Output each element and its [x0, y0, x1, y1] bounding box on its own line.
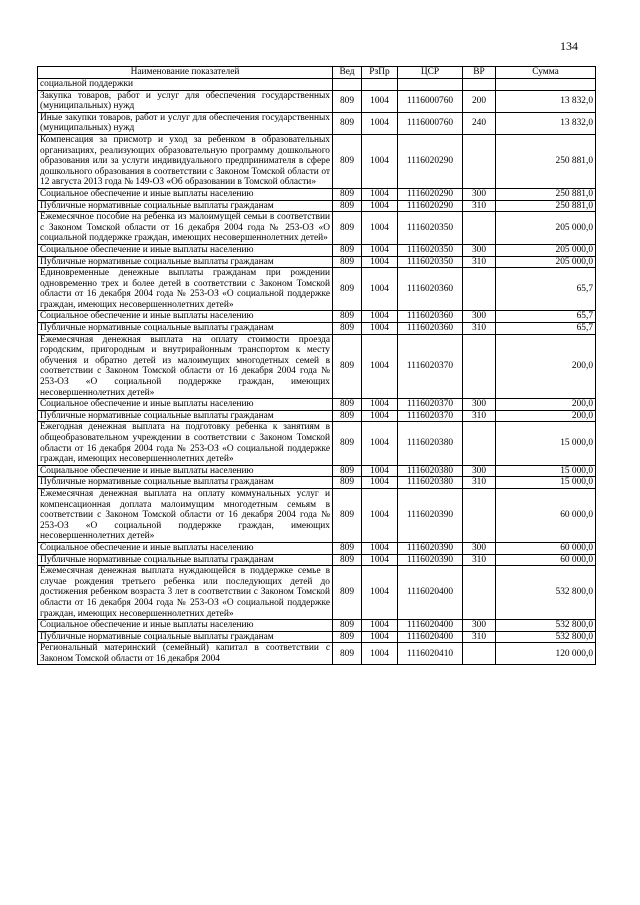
cell-vr [463, 334, 496, 399]
cell-csr: 1116020380 [398, 477, 463, 489]
cell-csr: 1116020400 [398, 631, 463, 643]
header-ved: Вед [333, 67, 362, 79]
table-row [38, 399, 596, 411]
cell-name: Компенсация за присмотр и уход за ребенком в образовательных организациях, реализующих образовательную программу дошкольного образования или за услуги индивидуального предпринимателя в сфере дошкольного образования в соответствии с Законом Томской области от 12 августа 2013 года № 149-ОЗ «Об образовании в Томской области» [38, 134, 333, 188]
cell-vr [463, 212, 496, 245]
cell-name: социальной поддержки [38, 79, 333, 91]
cell-rzpr: 1004 [362, 112, 398, 134]
cell-name: Публичные нормативные социальные выплаты гражданам [38, 200, 333, 212]
cell-sum: 532 800,0 [496, 620, 596, 632]
table-row [38, 311, 596, 323]
cell-ved: 809 [333, 268, 362, 311]
table-row [38, 268, 596, 311]
cell-vr [463, 268, 496, 311]
cell-sum: 205 000,0 [496, 244, 596, 256]
cell-sum: 15 000,0 [496, 465, 596, 477]
cell-sum: 200,0 [496, 334, 596, 399]
cell-name: Социальное обеспечение и иные выплаты населению [38, 188, 333, 200]
cell-ved: 809 [333, 134, 362, 188]
cell-name: Региональный материнский (семейный) капитал в соответствии с Законом Томской области от 16 декабря 2004 [38, 643, 333, 665]
table-row [38, 112, 596, 134]
cell-rzpr: 1004 [362, 334, 398, 399]
cell-rzpr: 1004 [362, 212, 398, 245]
cell-name: Социальное обеспечение и иные выплаты населению [38, 244, 333, 256]
cell-rzpr: 1004 [362, 566, 398, 620]
cell-ved: 809 [333, 188, 362, 200]
table-row [38, 643, 596, 665]
cell-name: Единовременные денежные выплаты гражданам при рождении одновременно трех и более детей в соответствии с Законом Томской области от 16 декабря 2004 года № 253-ОЗ «О социальной поддержке граждан, имеющих несовершеннолетних детей» [38, 268, 333, 311]
cell-ved: 809 [333, 542, 362, 554]
cell-csr: 1116020360 [398, 311, 463, 323]
table-row [38, 188, 596, 200]
cell-sum: 60 000,0 [496, 488, 596, 542]
cell-csr: 1116020410 [398, 643, 463, 665]
cell-sum: 15 000,0 [496, 477, 596, 489]
cell-csr: 1116020360 [398, 268, 463, 311]
cell-csr: 1116020380 [398, 422, 463, 465]
cell-vr: 200 [463, 90, 496, 112]
table-row [38, 477, 596, 489]
cell-ved: 809 [333, 112, 362, 134]
cell-sum: 65,7 [496, 323, 596, 335]
cell-ved: 809 [333, 477, 362, 489]
cell-name: Ежегодная денежная выплата на подготовку ребенка к занятиям в общеобразовательном учреждении в соответствии с Законом Томской области от 16 декабря 2004 года № 253-ОЗ «О социальной поддержке граждан, имеющих несовершеннолетних детей» [38, 422, 333, 465]
cell-vr [463, 488, 496, 542]
cell-sum: 15 000,0 [496, 422, 596, 465]
table-row [38, 244, 596, 256]
table-row [38, 422, 596, 465]
cell-name: Ежемесячная денежная выплата на оплату коммунальных услуг и компенсационная доплата малоимущим многодетным семьям в соответствии с Законом Томской области от 16 декабря 2004 года № 253-ОЗ «О социальной поддержке граждан, имеющих несовершеннолетних детей» [38, 488, 333, 542]
cell-csr: 1116000760 [398, 112, 463, 134]
table-row [38, 488, 596, 542]
header-vr: ВР [463, 67, 496, 79]
cell-name: Публичные нормативные социальные выплаты гражданам [38, 554, 333, 566]
cell-ved: 809 [333, 488, 362, 542]
cell-vr: 300 [463, 620, 496, 632]
cell-sum: 250 881,0 [496, 134, 596, 188]
cell-rzpr: 1004 [362, 268, 398, 311]
cell-vr: 310 [463, 631, 496, 643]
cell-rzpr: 1004 [362, 311, 398, 323]
cell-csr: 1116020370 [398, 334, 463, 399]
table-row [38, 554, 596, 566]
cell-csr: 1116020370 [398, 410, 463, 422]
cell-ved: 809 [333, 256, 362, 268]
table-row [38, 90, 596, 112]
table-body [38, 79, 596, 665]
cell-name: Ежемесячная денежная выплата нуждающейся в поддержке семье в случае рождения третьего ребенка или последующих детей до достижения ребенком возраста 3 лет в соответствии с Законом Томской области от 16 декабря 2004 года № 253-ОЗ «О социальной поддержке граждан, имеющих несовершеннолетних детей» [38, 566, 333, 620]
cell-csr: 1116020390 [398, 488, 463, 542]
cell-ved: 809 [333, 631, 362, 643]
cell-csr: 1116000760 [398, 90, 463, 112]
page-number: 134 [560, 39, 578, 53]
cell-csr: 1116020390 [398, 554, 463, 566]
table-row [38, 79, 596, 91]
cell-ved: 809 [333, 643, 362, 665]
cell-csr: 1116020390 [398, 542, 463, 554]
cell-name: Социальное обеспечение и иные выплаты населению [38, 465, 333, 477]
cell-csr: 1116020400 [398, 566, 463, 620]
cell-vr [463, 566, 496, 620]
cell-vr [463, 134, 496, 188]
cell-sum: 65,7 [496, 268, 596, 311]
table-row [38, 410, 596, 422]
cell-ved: 809 [333, 554, 362, 566]
cell-ved: 809 [333, 334, 362, 399]
cell-sum: 60 000,0 [496, 554, 596, 566]
cell-ved: 809 [333, 311, 362, 323]
table-row [38, 256, 596, 268]
cell-vr: 310 [463, 477, 496, 489]
header-sum: Сумма [496, 67, 596, 79]
cell-vr [463, 79, 496, 91]
cell-ved: 809 [333, 410, 362, 422]
cell-vr: 310 [463, 256, 496, 268]
cell-sum: 13 832,0 [496, 90, 596, 112]
cell-rzpr: 1004 [362, 410, 398, 422]
budget-table [37, 66, 596, 665]
cell-sum: 120 000,0 [496, 643, 596, 665]
table-header-row [38, 67, 596, 79]
cell-ved: 809 [333, 90, 362, 112]
cell-sum: 250 881,0 [496, 188, 596, 200]
cell-sum: 200,0 [496, 399, 596, 411]
cell-rzpr: 1004 [362, 90, 398, 112]
cell-rzpr: 1004 [362, 643, 398, 665]
cell-csr: 1116020400 [398, 620, 463, 632]
cell-vr [463, 422, 496, 465]
cell-csr: 1116020290 [398, 188, 463, 200]
cell-csr: 1116020290 [398, 134, 463, 188]
table-row [38, 334, 596, 399]
cell-rzpr: 1004 [362, 256, 398, 268]
cell-name: Публичные нормативные социальные выплаты гражданам [38, 256, 333, 268]
cell-rzpr [362, 79, 398, 91]
cell-rzpr: 1004 [362, 620, 398, 632]
cell-vr: 310 [463, 200, 496, 212]
cell-rzpr: 1004 [362, 477, 398, 489]
cell-ved: 809 [333, 399, 362, 411]
cell-ved: 809 [333, 323, 362, 335]
header-csr: ЦСР [398, 67, 463, 79]
cell-name: Социальное обеспечение и иные выплаты населению [38, 399, 333, 411]
cell-vr: 310 [463, 323, 496, 335]
cell-rzpr: 1004 [362, 465, 398, 477]
table-row [38, 200, 596, 212]
cell-name: Иные закупки товаров, работ и услуг для обеспечения государственных (муниципальных) нужд [38, 112, 333, 134]
cell-name: Публичные нормативные социальные выплаты гражданам [38, 410, 333, 422]
cell-sum: 205 000,0 [496, 256, 596, 268]
cell-vr: 300 [463, 465, 496, 477]
cell-name: Ежемесячное пособие на ребенка из малоимущей семьи в соответствии с Законом Томской области от 16 декабря 2004 года № 253-ОЗ «О социальной поддержке граждан, имеющих несовершеннолетних детей» [38, 212, 333, 245]
cell-sum: 60 000,0 [496, 542, 596, 554]
cell-sum: 205 000,0 [496, 212, 596, 245]
cell-vr: 300 [463, 188, 496, 200]
cell-vr: 300 [463, 311, 496, 323]
cell-vr [463, 643, 496, 665]
cell-csr: 1116020350 [398, 244, 463, 256]
cell-name: Социальное обеспечение и иные выплаты населению [38, 311, 333, 323]
cell-csr: 1116020350 [398, 256, 463, 268]
cell-sum: 532 800,0 [496, 631, 596, 643]
cell-rzpr: 1004 [362, 200, 398, 212]
cell-rzpr: 1004 [362, 188, 398, 200]
cell-csr: 1116020380 [398, 465, 463, 477]
table-row [38, 631, 596, 643]
cell-rzpr: 1004 [362, 422, 398, 465]
cell-sum: 65,7 [496, 311, 596, 323]
cell-ved [333, 79, 362, 91]
cell-sum: 13 832,0 [496, 112, 596, 134]
cell-sum [496, 79, 596, 91]
cell-name: Публичные нормативные социальные выплаты гражданам [38, 631, 333, 643]
cell-ved: 809 [333, 422, 362, 465]
cell-rzpr: 1004 [362, 134, 398, 188]
cell-vr: 310 [463, 410, 496, 422]
cell-vr: 240 [463, 112, 496, 134]
cell-vr: 300 [463, 244, 496, 256]
header-name: Наименование показателей [38, 67, 333, 79]
table-row [38, 323, 596, 335]
cell-name: Публичные нормативные социальные выплаты гражданам [38, 477, 333, 489]
cell-rzpr: 1004 [362, 399, 398, 411]
cell-rzpr: 1004 [362, 488, 398, 542]
table-row [38, 212, 596, 245]
cell-name: Публичные нормативные социальные выплаты гражданам [38, 323, 333, 335]
cell-ved: 809 [333, 465, 362, 477]
table-row [38, 134, 596, 188]
cell-vr: 300 [463, 542, 496, 554]
table-row [38, 620, 596, 632]
cell-ved: 809 [333, 212, 362, 245]
cell-sum: 200,0 [496, 410, 596, 422]
table-row [38, 465, 596, 477]
cell-rzpr: 1004 [362, 323, 398, 335]
cell-name: Социальное обеспечение и иные выплаты населению [38, 542, 333, 554]
header-rzpr: РзПр [362, 67, 398, 79]
cell-csr: 1116020350 [398, 212, 463, 245]
cell-ved: 809 [333, 620, 362, 632]
cell-sum: 532 800,0 [496, 566, 596, 620]
cell-ved: 809 [333, 566, 362, 620]
table-row [38, 566, 596, 620]
cell-vr: 310 [463, 554, 496, 566]
cell-csr: 1116020360 [398, 323, 463, 335]
cell-name: Ежемесячная денежная выплата на оплату стоимости проезда городским, пригородным и внутрирайонным транспортом к месту обучения и обратно детей из малоимущих многодетных семей в соответствии с Законом Томской области от 16 декабря 2004 года № 253-ОЗ «О социальной поддержке граждан, имеющих несовершеннолетних детей» [38, 334, 333, 399]
cell-rzpr: 1004 [362, 542, 398, 554]
cell-name: Социальное обеспечение и иные выплаты населению [38, 620, 333, 632]
cell-csr: 1116020370 [398, 399, 463, 411]
cell-rzpr: 1004 [362, 554, 398, 566]
cell-vr: 300 [463, 399, 496, 411]
cell-name: Закупка товаров, работ и услуг для обеспечения государственных (муниципальных) нужд [38, 90, 333, 112]
cell-csr [398, 79, 463, 91]
cell-sum: 250 881,0 [496, 200, 596, 212]
cell-rzpr: 1004 [362, 631, 398, 643]
cell-csr: 1116020290 [398, 200, 463, 212]
cell-rzpr: 1004 [362, 244, 398, 256]
cell-ved: 809 [333, 244, 362, 256]
cell-ved: 809 [333, 200, 362, 212]
table-row [38, 542, 596, 554]
